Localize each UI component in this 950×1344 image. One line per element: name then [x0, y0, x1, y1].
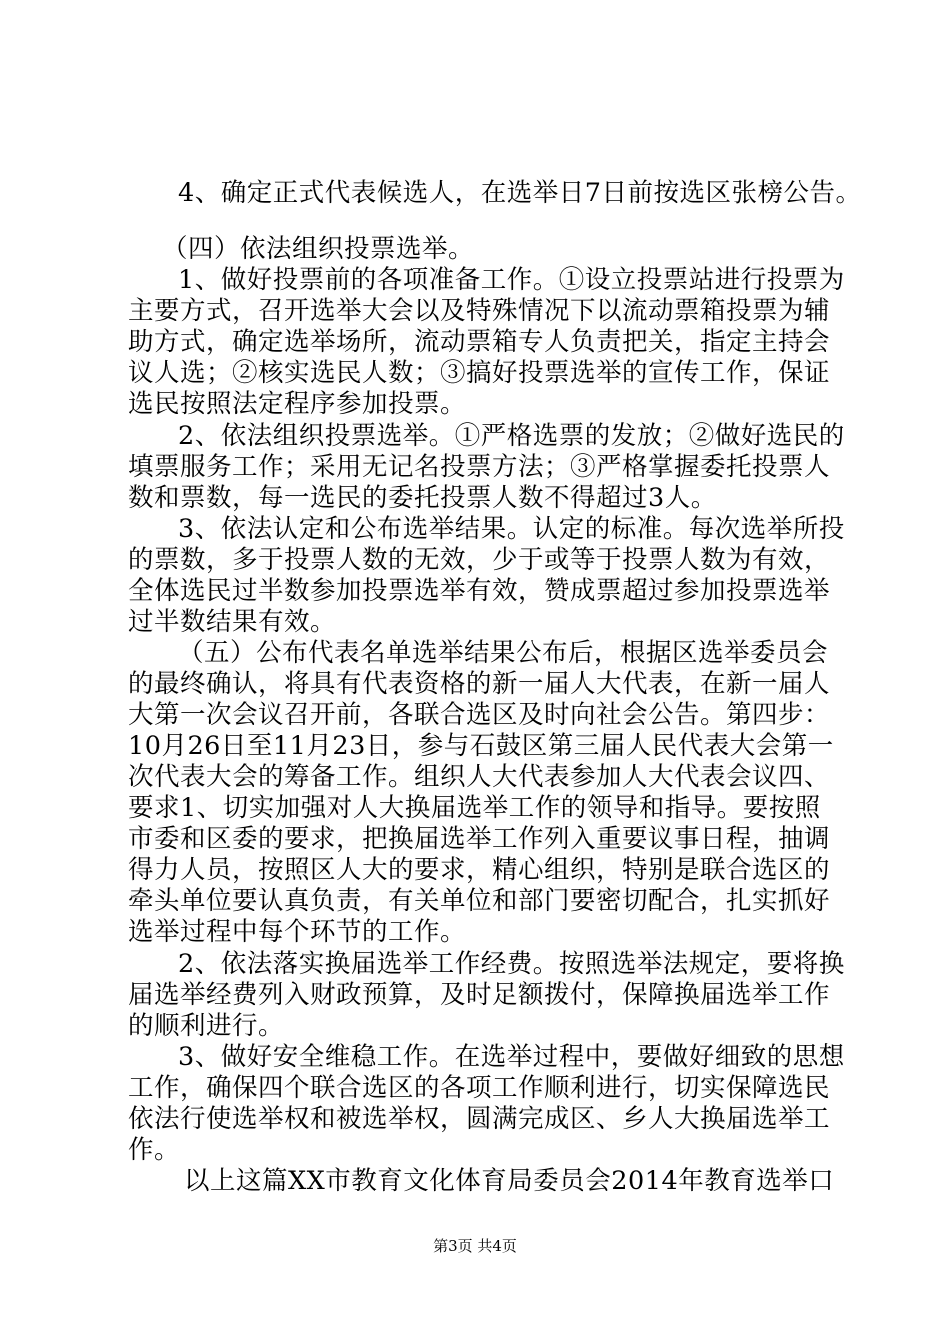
text-line: （五）公布代表名单选举结果公布后，根据区选举委员会 [178, 638, 829, 668]
text-line: 依法行使选举权和被选举权，圆满完成区、乡人大换届选举工 [128, 1104, 831, 1134]
text-line: 选举过程中每个环节的工作。 [128, 917, 467, 947]
text-line: 的票数，多于投票人数的无效，少于或等于投票人数为有效， [128, 545, 831, 575]
text-line: 10月26日至11月23日，参与石鼓区第三届人民代表大会第一 [128, 731, 834, 761]
text-line: 次代表大会的筹备工作。组织人大代表参加人大代表会议四、 [128, 762, 831, 792]
page-number-footer: 第3页 共4页 [433, 1237, 517, 1255]
text-line: 的最终确认，将具有代表资格的新一届人大代表，在新一届人 [128, 669, 831, 699]
text-line: 工作，确保四个联合选区的各项工作顺利进行，切实保障选民 [128, 1073, 831, 1103]
text-line: 的顺利进行。 [128, 1011, 285, 1041]
text-line: 全体选民过半数参加投票选举有效，赞成票超过参加投票选举 [128, 576, 831, 606]
text-line: 作。 [128, 1135, 181, 1165]
text-line: 3、依法认定和公布选举结果。认定的标准。每次选举所投 [178, 514, 845, 544]
text-line: 牵头单位要认真负责，有关单位和部门要密切配合，扎实抓好 [128, 886, 831, 916]
text-line: 2、依法落实换届选举工作经费。按照选举法规定，要将换 [178, 949, 845, 979]
text-line: 以上这篇XX市教育文化体育局委员会2014年教育选举口 [184, 1166, 835, 1196]
text-line: 主要方式，召开选举大会以及特殊情况下以流动票箱投票为辅 [128, 296, 831, 326]
text-line: 届选举经费列入财政预算，及时足额拨付，保障换届选举工作 [128, 980, 831, 1010]
text-line: 助方式，确定选举场所，流动票箱专人负责把关，指定主持会 [128, 327, 831, 357]
text-line: （四）依法组织投票选举。 [162, 234, 475, 264]
text-line: 4、确定正式代表候选人，在选举日7日前按选区张榜公告。 [178, 178, 862, 208]
text-line: 3、做好安全维稳工作。在选举过程中，要做好细致的思想 [178, 1042, 845, 1072]
text-line: 市委和区委的要求，把换届选举工作列入重要议事日程，抽调 [128, 824, 831, 854]
text-line: 要求1、切实加强对人大换届选举工作的领导和指导。要按照 [128, 793, 821, 823]
text-line: 得力人员，按照区人大的要求，精心组织，特别是联合选区的 [128, 855, 831, 885]
text-line: 大第一次会议召开前，各联合选区及时向社会公告。第四步： [128, 700, 831, 730]
text-line: 填票服务工作；采用无记名投票方法；③严格掌握委托投票人 [128, 452, 831, 482]
text-line: 议人选；②核实选民人数；③搞好投票选举的宣传工作，保证 [128, 358, 831, 388]
text-line: 2、依法组织投票选举。①严格选票的发放；②做好选民的 [178, 421, 845, 451]
text-line: 1、做好投票前的各项准备工作。①设立投票站进行投票为 [178, 265, 845, 295]
text-line: 选民按照法定程序参加投票。 [128, 389, 467, 419]
text-line: 过半数结果有效。 [128, 607, 337, 637]
text-line: 数和票数，每一选民的委托投票人数不得超过3人。 [128, 483, 717, 513]
